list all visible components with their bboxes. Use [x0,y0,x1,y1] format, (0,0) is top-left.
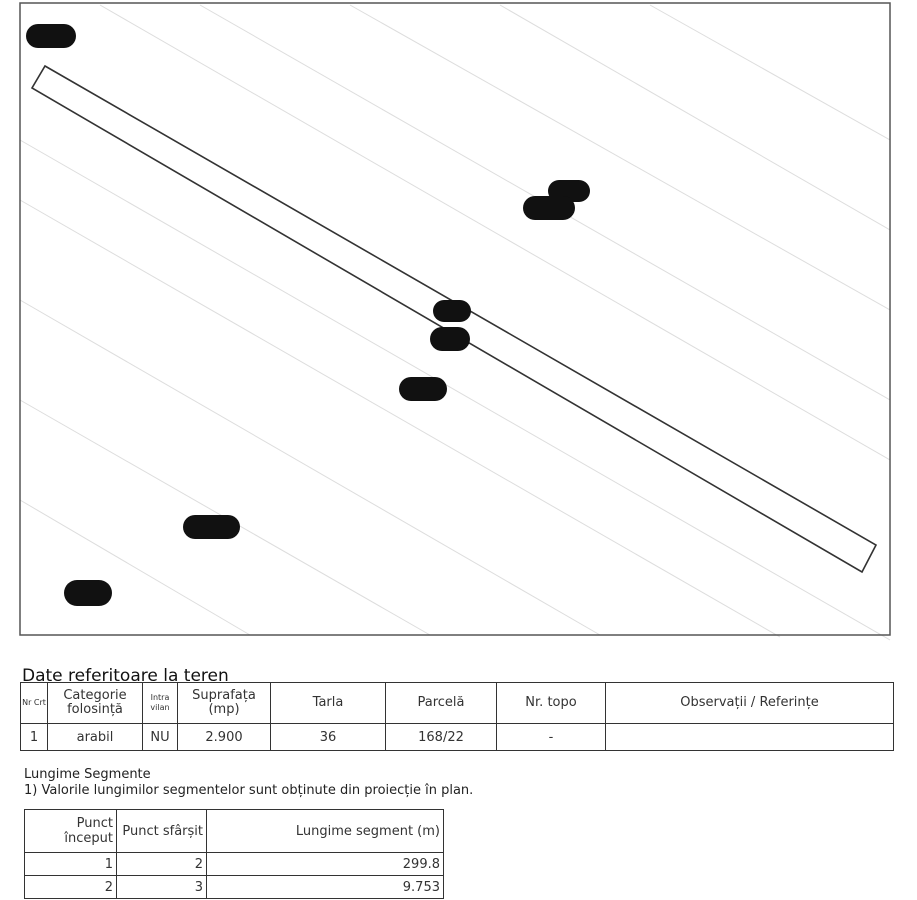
table-row [21,724,894,751]
cell: 3 [117,876,207,899]
header-cell: Intra vilan [143,683,178,724]
segments-title: Lungime Segmente [24,767,151,782]
cell: - [497,724,606,751]
cell: 36 [271,724,386,751]
table-header-row [21,683,894,724]
terrain-section-title: Date referitoare la teren [22,666,229,686]
cell: 9.753 [207,876,444,899]
header-cell: Tarla [271,683,386,724]
segments-table [24,809,444,899]
cell: 2 [117,853,207,876]
cell: arabil [48,724,143,751]
table-header-row [25,810,444,853]
cell: 1 [25,853,117,876]
header-cell: Lungime segment (m) [207,810,444,853]
cell: NU [143,724,178,751]
terrain-table [20,682,894,751]
header-cell: Nr Crt [21,683,48,724]
cell: 299.8 [207,853,444,876]
header-cell: Punct început [25,810,117,853]
cell [606,724,894,751]
header-cell: Nr. topo [497,683,606,724]
table-row [25,853,444,876]
cell: 168/22 [386,724,497,751]
header-cell: Punct sfârșit [117,810,207,853]
cell: 1 [21,724,48,751]
cell: 2 [25,876,117,899]
segments-note: 1) Valorile lungimilor segmentelor sunt obținute din proiecție în plan. [24,783,474,798]
header-cell: Observații / Referințe [606,683,894,724]
background-lines [20,5,890,640]
header-cell: Suprafața (mp) [178,683,271,724]
cell: 2.900 [178,724,271,751]
header-cell: Parcelă [386,683,497,724]
table-row [25,876,444,899]
header-cell: Categorie folosință [48,683,143,724]
redaction-marks [26,24,590,606]
